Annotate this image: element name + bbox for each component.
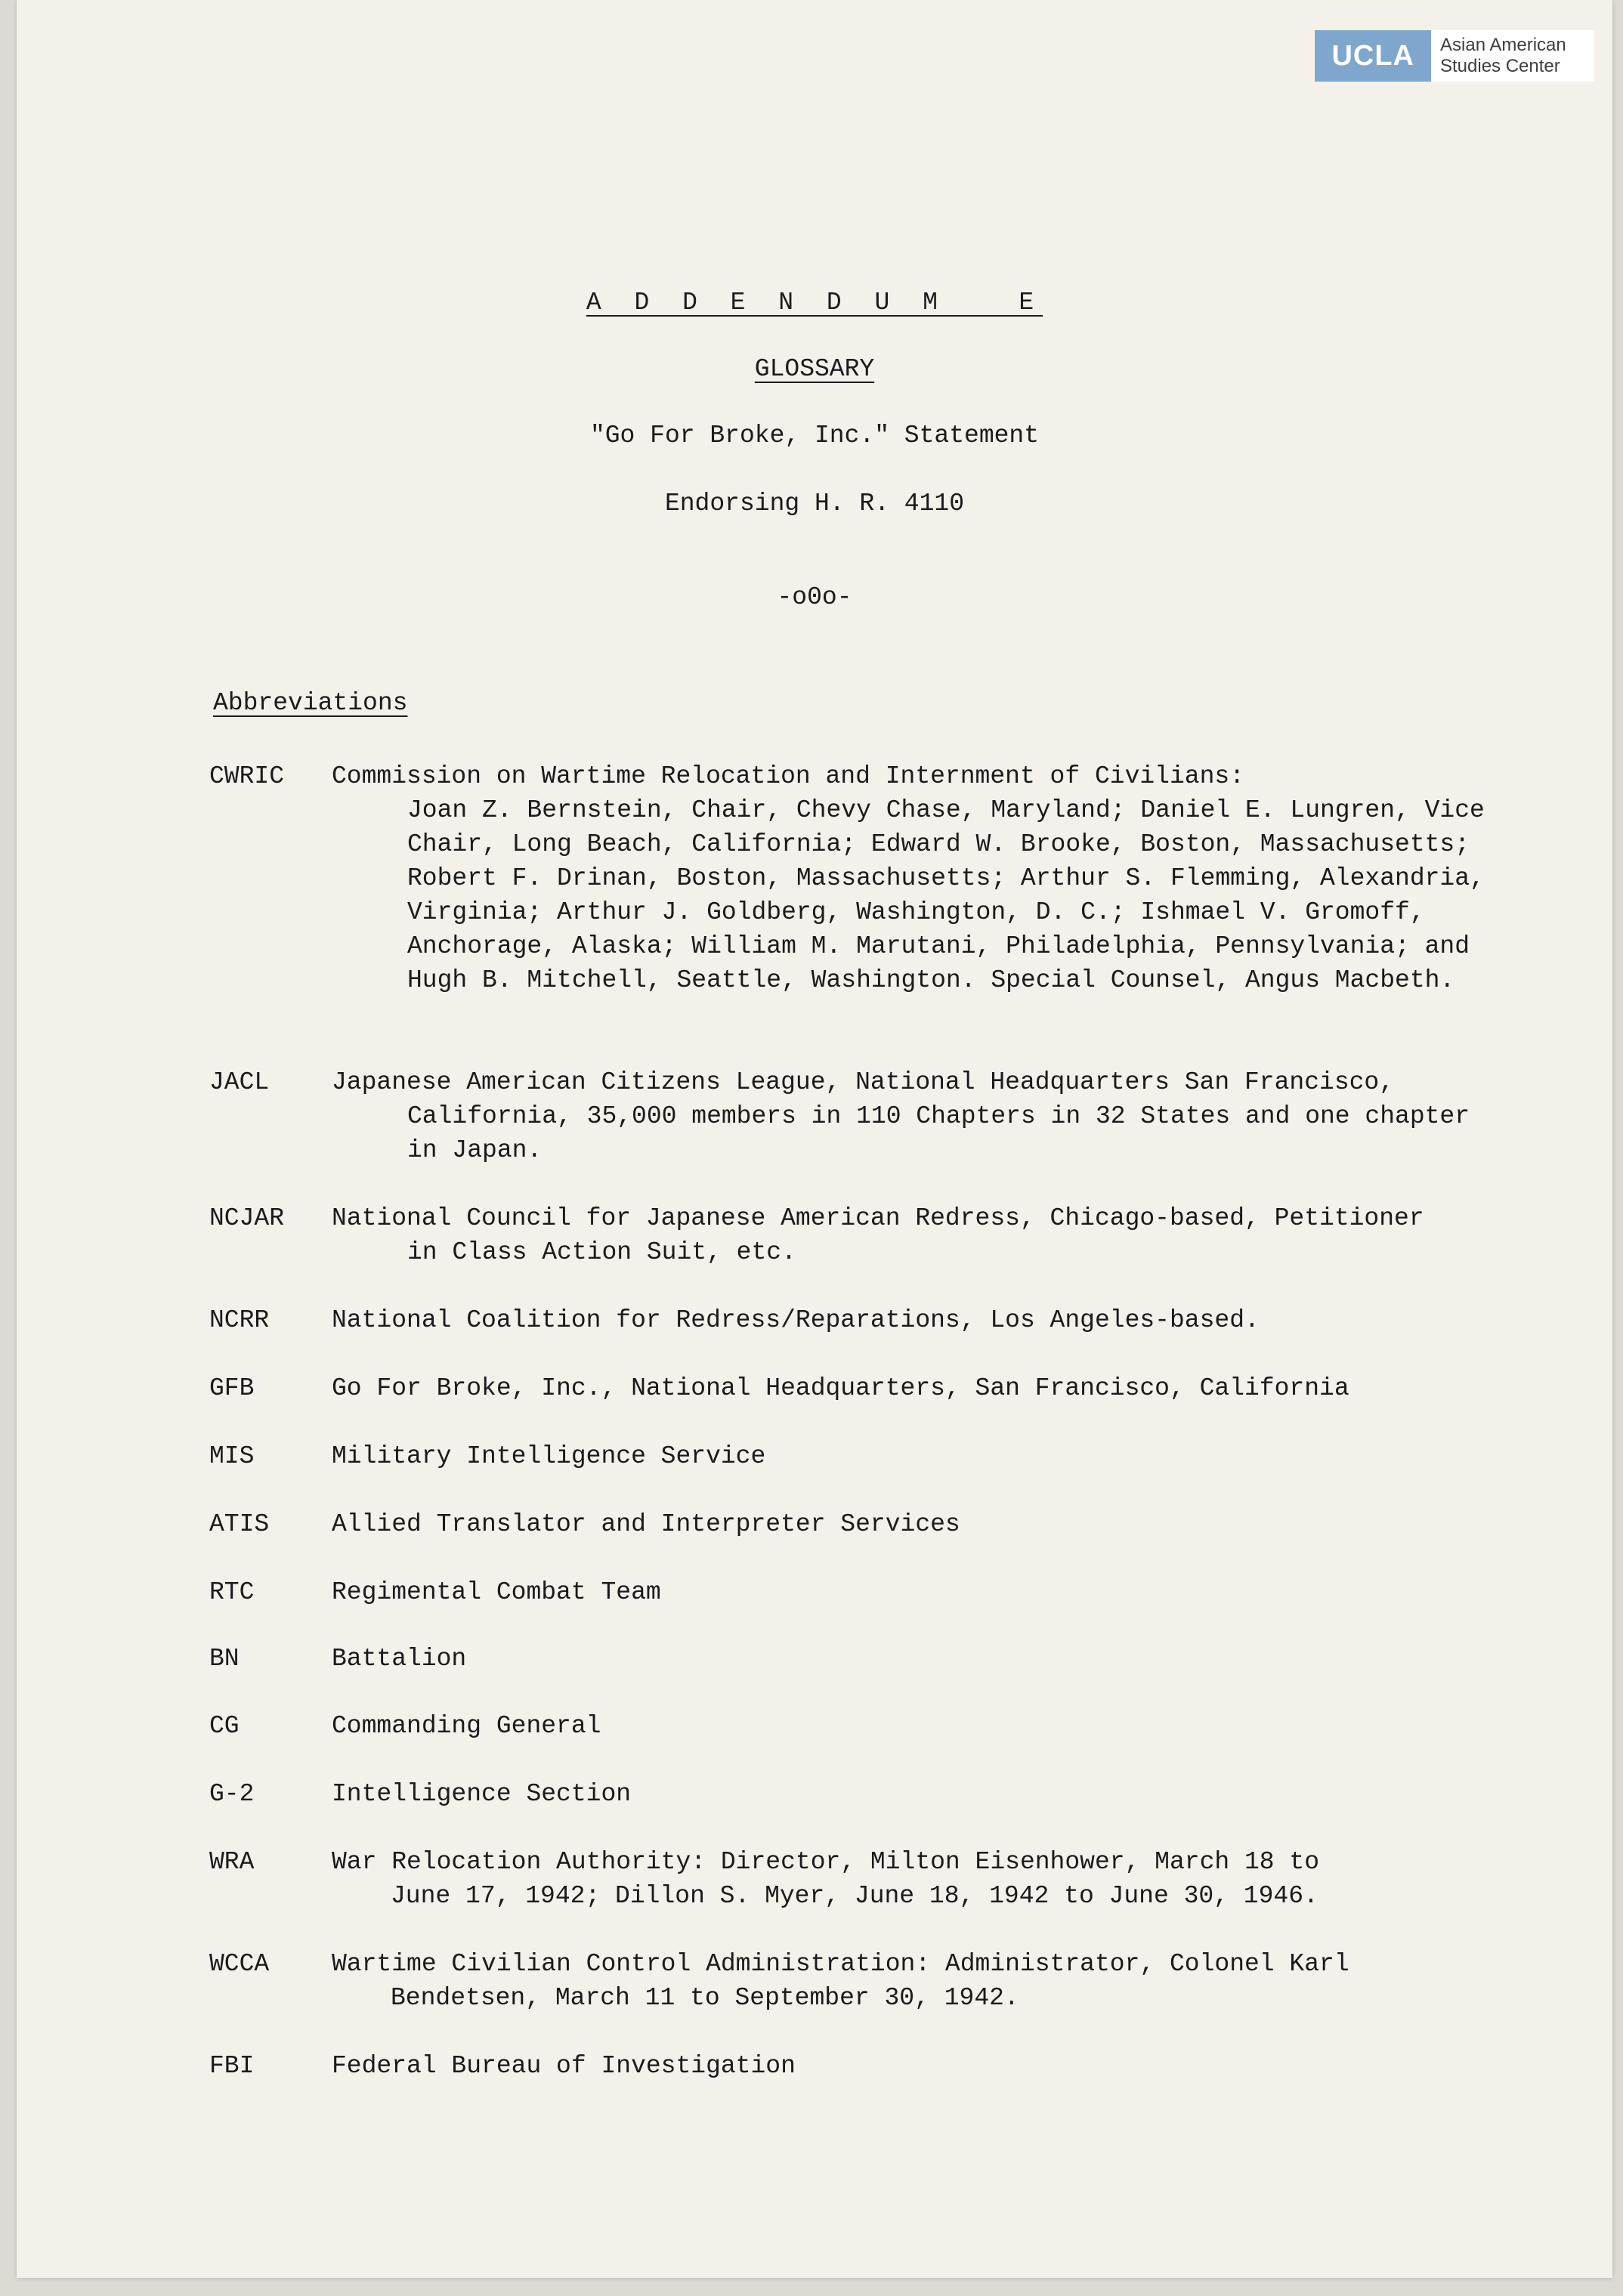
entry-definition: Military Intelligence Service (332, 1442, 766, 1470)
addendum-title: A D D E N D U M E (586, 289, 1043, 317)
entry-continuation: Joan Z. Bernstein, Chair, Chevy Chase, Maryland; Daniel E. Lungren, Vice Chair, Long Beach, California; Edward W. Brooke, Boston, Massachusetts; Robert F. Drinan, Boston, Massachusetts; Arthur S. Flemming, Alexandria, Virginia; Arthur J. Goldberg, Washington, D. C.; Ishmael V. Gromoff, Anchorage, Alaska; William M. Marutani, Philadelphia, Pennsylvania; and Hugh B. Mitchell, Seattle, Washington. Special Counsel, Angus Macbeth. (407, 796, 1485, 994)
statement-line: "Go For Broke, Inc." Statement (589, 422, 1040, 450)
entry-abbr: RTC (209, 1578, 255, 1606)
entry-definition: National Council for Japanese American Redress, Chicago-based, Petitioner (332, 1204, 1424, 1232)
entry-continuation: in Class Action Suit, etc. (407, 1238, 796, 1266)
entry-abbr: CG (209, 1712, 240, 1740)
entry-abbr: GFB (209, 1374, 255, 1402)
entry-abbr: BN (209, 1645, 240, 1673)
separator: -o0o- (777, 583, 852, 611)
entry-definition: Go For Broke, Inc., National Headquarters, San Francisco, California (332, 1374, 1349, 1402)
entry-abbr: MIS (209, 1442, 255, 1470)
entry-definition: Commanding General (332, 1712, 601, 1740)
entry-abbr: NCRR (209, 1306, 270, 1334)
entry-continuation: Bendetsen, March 11 to September 30, 1942. (391, 1984, 1019, 2012)
entry-definition: Wartime Civilian Control Administration: Administrator, Colonel Karl (332, 1950, 1349, 1978)
entry-continuation: June 17, 1942; Dillon S. Myer, June 18, 1942 to June 30, 1946. (391, 1882, 1318, 1910)
entry-definition: Regimental Combat Team (332, 1578, 661, 1606)
entry-definition: Allied Translator and Interpreter Services (332, 1510, 960, 1538)
ucla-logo: UCLA (1315, 30, 1431, 82)
entry-abbr: G-2 (209, 1780, 255, 1808)
entry-abbr: NCJAR (209, 1204, 285, 1232)
entry-continuation: California, 35,000 members in 110 Chapters in 32 States and one chapter in Japan. (407, 1102, 1470, 1164)
entry-definition: Federal Bureau of Investigation (332, 2052, 796, 2080)
entry-abbr: WRA (209, 1848, 255, 1876)
endorsing-line: Endorsing H. R. 4110 (664, 490, 965, 518)
entry-definition: War Relocation Authority: Director, Milton Eisenhower, March 18 to (332, 1848, 1320, 1876)
asian-american-studies-center-label: Asian American Studies Center (1440, 35, 1566, 76)
entry-definition: Commission on Wartime Relocation and Internment of Civilians: (332, 762, 1244, 790)
document-page (17, 0, 1612, 2278)
entry-abbr: ATIS (209, 1510, 270, 1538)
entry-abbr: CWRIC (209, 762, 285, 790)
entry-definition: National Coalition for Redress/Reparations, Los Angeles-based. (332, 1306, 1260, 1334)
entry-definition: Japanese American Citizens League, National Headquarters San Francisco, (332, 1068, 1395, 1096)
glossary-heading: GLOSSARY (754, 355, 875, 383)
entry-abbr: JACL (209, 1068, 270, 1096)
abbreviations-heading: Abbreviations (213, 689, 408, 717)
entry-abbr: WCCA (209, 1950, 270, 1978)
entry-abbr: FBI (209, 2052, 255, 2080)
entry-definition: Intelligence Section (332, 1780, 632, 1808)
entry-definition: Battalion (332, 1645, 467, 1673)
document-body (17, 0, 1612, 2278)
